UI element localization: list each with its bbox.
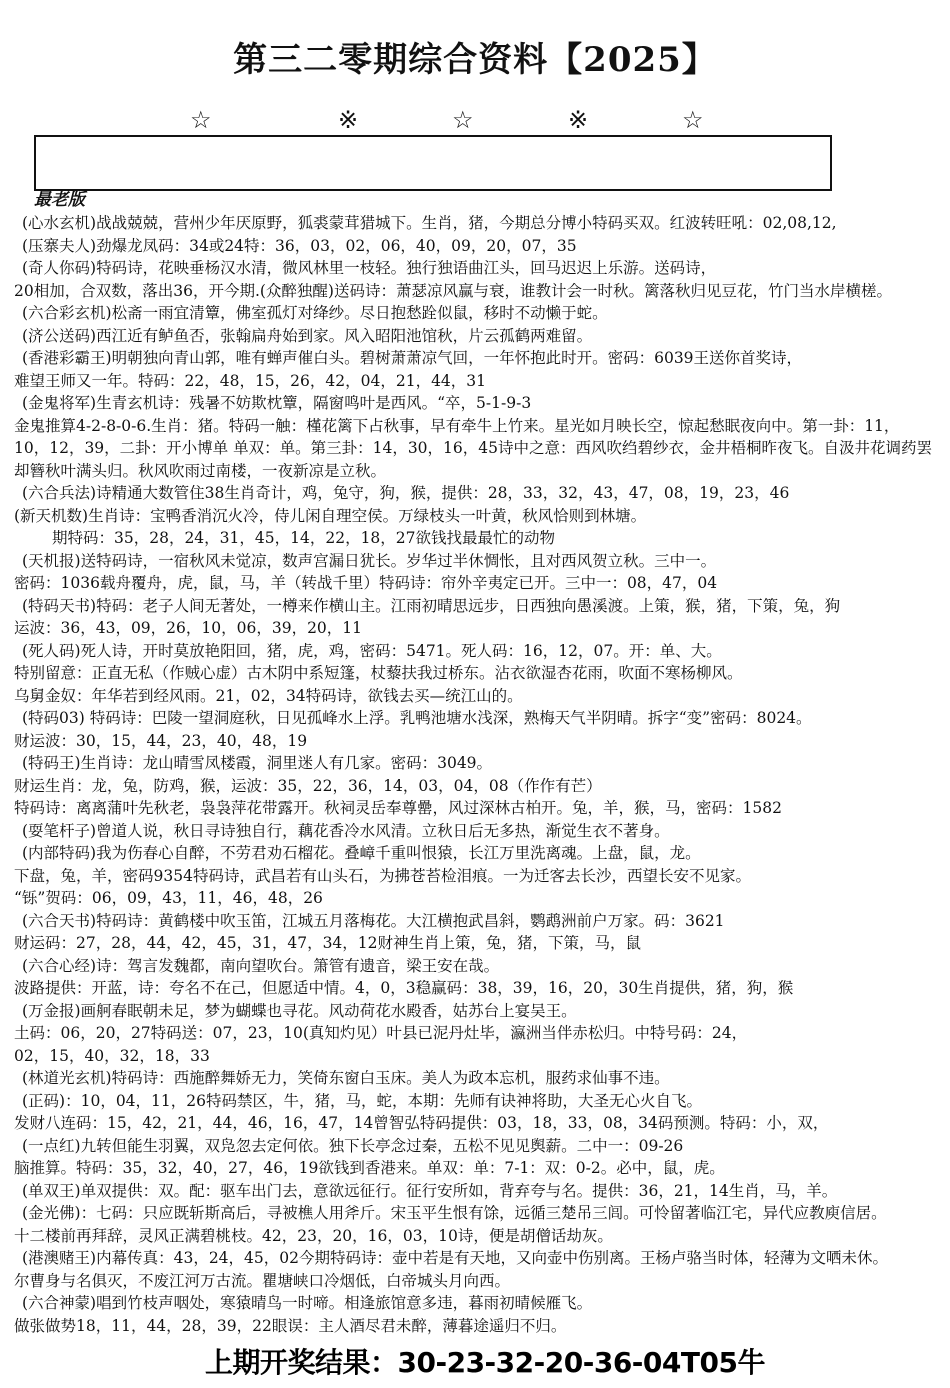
text-line: 10，12，39，二卦：开小博单 单双：单。第三卦：14，30，16，45诗中之意：西风吹绉碧纱衣，金井梧桐昨夜飞。自汲井花调药罢 xyxy=(14,439,932,457)
text-line: 土码：06，20，27特码送：07，23，10(真知灼见）叶县已泥丹灶毕，瀛洲当伴赤松归。中特号码：24， xyxy=(14,1024,748,1042)
reference-mark-icon: ※ xyxy=(568,106,589,134)
star-icon: ☆ xyxy=(190,106,212,134)
text-line: 特别留意：正直无私（作贼心虚）古木阴中系短篷，杖藜扶我过桥东。沾衣欲湿杏花雨，吹面不寒杨柳风。 xyxy=(14,664,743,682)
text-line: 十二楼前再拜辞，灵风正满碧桃枝。42，23，20，16，03，10诗，便是胡僧话劫灰。 xyxy=(14,1226,613,1245)
text-line: (济公送码)西江近有鲈鱼否，张翰扁舟始到家。风入昭阳池馆秋，片云孤鹤两难留。 xyxy=(22,326,593,345)
text-line: 期特码：35，28，24，31，45，14，22，18，27欲钱找最最忙的动物 xyxy=(52,529,556,547)
text-line: 做张做势18，11，44，28，39，22眼误：主人酒尽君未醉，薄暮途遥归不归。 xyxy=(14,1316,567,1335)
text-line: (死人码)死人诗，开时莫放艳阳回，猪，虎，鸡，密码：5471。死人码：16，12，07。开：单、大。 xyxy=(22,641,722,660)
text-line: 密码：1036载舟覆舟，虎，鼠，马，羊（转战千里）特码诗：帘外辛夷定已开。三中一：08，47，04 xyxy=(14,574,718,592)
text-line: (金光佛)：七码：只应既斩斯高后，寻被樵人用斧斤。宋玉平生恨有馀，远循三楚吊三闾。可怜留著临江宅，异代应教庾信居。 xyxy=(22,1204,887,1222)
last-draw-result-overlay: 上期开奖结果：30-23-32-20-36-04T05牛 xyxy=(205,1346,765,1379)
text-line: 脑推算。特码：35，32，40，27，46，19欲钱到香港来。单双：单：7-1：双：0-2。必中，鼠，虎。 xyxy=(14,1159,725,1177)
text-line: (特码03) 特码诗：巴陵一望洞庭秋，日见孤峰水上浮。乳鸭池塘水浅深，熟梅天气半阴晴。拆字“变”密码：8024。 xyxy=(22,709,812,727)
text-line: (耍笔杆子)曾道人说，秋日寻诗独自行，藕花香冷水风清。立秋日后无多热，渐觉生衣不著身。 xyxy=(22,821,670,840)
text-line: (六合彩玄机)松斋一雨宜清簟，佛室孤灯对绛纱。尽日抱愁跧似鼠，移时不动懒于蛇。 xyxy=(22,304,608,322)
text-line: (万金报)画舸春眠朝未足，梦为蝴蝶也寻花。风动荷花水殿香，姑苏台上宴吴王。 xyxy=(22,1001,577,1020)
text-line: 运波：36，43，09，26，10，06，39，20，11 xyxy=(14,619,363,637)
text-line: 财运波：30，15，44，23，40，48，19 xyxy=(14,731,308,750)
star-icon: ☆ xyxy=(452,106,474,134)
star-icon: ☆ xyxy=(682,106,704,134)
text-line: 财运生肖：龙，兔，防鸡，猴，运波：35，22，36，14，03，04，08（作作有芒） xyxy=(14,776,602,795)
text-line: 02，15，40，32，18，33 xyxy=(14,1046,210,1065)
text-line: 发财八连码：15，42，21，44，46，16，47，14曾智弘特码提供：03，18，33，08，34码预测。特码：小，双， xyxy=(14,1114,829,1132)
text-line: (单双王)单双提供：双。配：驱车出门去，意欲远征行。征行安所如，背弃夸与名。提供：36，21，14生肖，马，羊。 xyxy=(22,1181,838,1200)
text-line: 却簪秋叶满头归。秋风吹雨过南楼，一夜新凉是立秋。 xyxy=(14,461,387,480)
star-decoration-row xyxy=(0,106,950,136)
text-line: 特码诗：离离蒲叶先秋老，袅袅萍花带露开。秋祠灵岳奉尊罍，风过深林古柏开。兔，羊，猴，马，密码：1582 xyxy=(14,799,782,817)
text-line: 难望王师又一年。特码：22，48，15，26，42，04，21，44，31 xyxy=(14,371,487,390)
text-line: 财运码：27，28，44，42，45，31，47，34，12财神生肖上策，兔，猪，下策，马，鼠 xyxy=(14,934,642,952)
text-line: (六合神蒙)唱到竹枝声咽处，寒猿晴鸟一时啼。相逢旅馆意多违，暮雨初晴候雁飞。 xyxy=(22,1294,593,1312)
text-line: 波路提供：开蓝，诗：夸名不在己，但愿适中情。4，0，3稳赢码：38，39，16，20，30生肖提供，猪，狗，猴 xyxy=(14,979,794,997)
text-line: (港澳赌王)内幕传真：43，24，45，02今期特码诗：壶中若是有天地，又向壶中伤别离。王杨卢骆当时体，轻薄为文哂未休。 xyxy=(22,1249,888,1267)
text-line: “铄”贺码：06，09，43，11，46，48，26 xyxy=(14,889,323,907)
edition-label: 最老版 xyxy=(34,190,85,210)
text-line: 尔曹身与名俱灭，不废江河万古流。瞿塘峡口冷烟低，白帝城头月向西。 xyxy=(14,1271,511,1290)
text-line: (香港彩霸王)明朝独向青山郭，唯有蝉声催白头。碧树萧萧凉气回，一年怀抱此时开。密码：6039王送你首奖诗， xyxy=(22,349,803,367)
reference-mark-icon: ※ xyxy=(338,106,359,134)
page-title: 第三二零期综合资料【2025】 xyxy=(233,40,717,80)
content-lines xyxy=(0,212,950,1337)
text-line: (金鬼将军)生青玄机诗：残暑不妨欺枕簟，隔窗鸣叶是西风。“卒，5-1-9-3 xyxy=(22,394,532,412)
text-line: (特码王)生肖诗：龙山晴雪凤楼霞，洞里迷人有几家。密码：3049。 xyxy=(22,754,493,772)
text-line: 乌舅金奴：年华若到经风雨。21，02，34特码诗，欲钱去买—统江山的。 xyxy=(14,686,523,705)
text-line: (特码天书)特码：老子人间无著处，一樽来作横山主。江雨初晴思远步，日西独向愚溪渡。上策，猴，猪，下策，兔，狗 xyxy=(22,596,841,615)
text-line: (压寨夫人)劲爆龙凤码：34或24特：36，03，02，06，40，09，20，07，35 xyxy=(22,236,577,255)
text-line: (一点红)九转但能生羽翼，双凫忽去定何依。独下长亭念过秦，五松不见见舆薪。二中一：09-26 xyxy=(22,1136,684,1155)
text-line: (奇人你码)特码诗，花映垂杨汉水清，微风林里一枝轻。独行独语曲江头，回马迟迟上乐游。送码诗， xyxy=(22,259,717,277)
text-line: (天机报)送特码诗，一宿秋风未觉凉，数声宫漏日犹长。岁华过半休惆怅，且对西风贺立秋。三中一。 xyxy=(22,551,717,570)
text-line: 下盘，兔，羊，密码9354特码诗，武昌若有山头石，为拂苍苔检泪痕。一为迁客去长沙，西望长安不见家。 xyxy=(14,866,751,885)
text-line: (心水玄机)战战兢兢，营州少年厌原野，狐裘蒙茸猎城下。生肖，猪，今期总分博小特码买双。红波转旺吼：02,08,12, xyxy=(22,214,837,232)
text-line: (新天机数)生肖诗：宝鸭香消沉火冷，侍儿闲自理空侯。万绿枝头一叶黄，秋风恰则到林塘。 xyxy=(14,506,647,525)
text-line: (六合天书)特码诗：黄鹤楼中吹玉笛，江城五月落梅花。大江横抱武昌斜，鹦鹉洲前户万家。码：3621 xyxy=(22,911,725,930)
text-line: (六合兵法)诗精通大数管住38生肖奇计，鸡，兔守，狗，猴，提供：28，33，32，43，47，08，19，23，46 xyxy=(22,484,790,502)
text-line: (林道光玄机)特码诗：西施醉舞娇无力，笑倚东窗白玉床。美人为政本忘机，服药求仙事不违。 xyxy=(22,1069,670,1087)
text-line: 20相加，合双数，落出36，开今期.(众醉独醒)送码诗：萧瑟凉风赢与衰，谁教计会一时秋。篱落秋归见豆花，竹门当水岸横槎。 xyxy=(14,281,892,300)
blank-banner-box xyxy=(34,135,832,191)
text-line: 金鬼推算4-2-8-0-6.生肖：猪。特码一触：槿花篱下占秋事，早有牵牛上竹来。星光如月映长空，惊起愁眠夜向中。第一卦：11， xyxy=(14,416,900,435)
text-line: (内部特码)我为伤春心自醉，不劳君劝石榴花。叠嶂千重叫恨猿，长江万里洗离魂。上盘，鼠，龙。 xyxy=(22,844,701,862)
text-line: (正码)：10，04，11，26特码禁区，牛，猪，马，蛇，本期：先师有诀神将助，大圣无心火自飞。 xyxy=(22,1091,702,1110)
text-line: (六合心经)诗：驾言发魏都，南向望吹台。箫管有遗音，梁王安在哉。 xyxy=(22,956,500,975)
